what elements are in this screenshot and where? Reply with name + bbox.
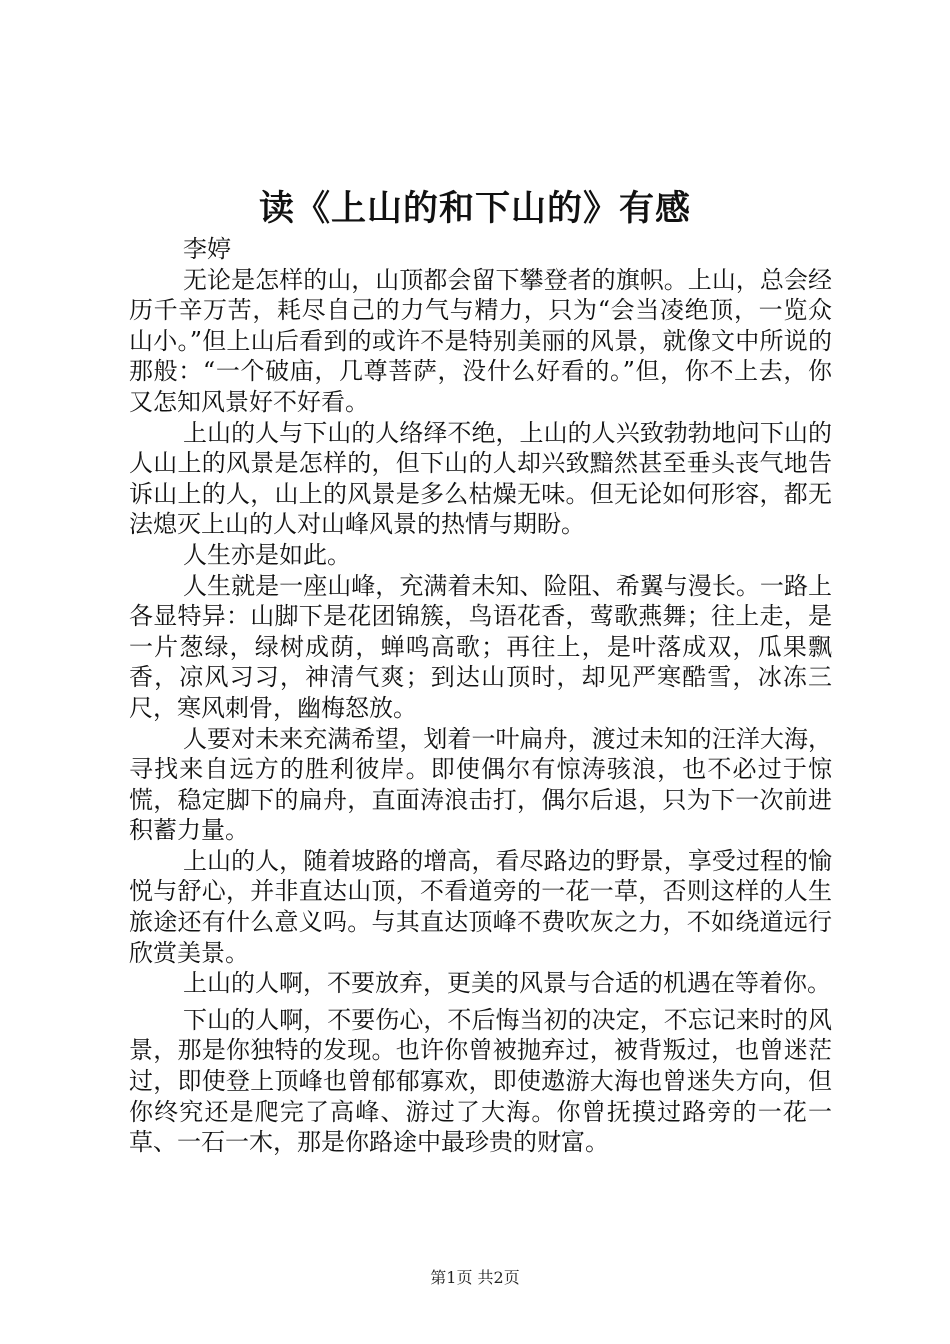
paragraph: 人生就是一座山峰，充满着未知、险阻、希翼与漫长。一路上各显特异：山脚下是花团锦簇，鸟语花香，莺歌燕舞；往上走，是一片葱绿，绿树成荫，蝉鸣高歌；再往上，是叶落成双，瓜果飘香，凉风习习，神清气爽；到达山顶时，却见严寒酷雪，冰冻三尺，寒风刺骨，幽梅怒放。 — [129, 571, 832, 722]
document-body — [129, 234, 832, 1158]
paragraph: 上山的人与下山的人络绎不绝，上山的人兴致勃勃地问下山的人山上的风景是怎样的，但下山的人却兴致黯然甚至垂头丧气地告诉山上的人，山上的风景是多么枯燥无味。但无论如何形容，都无法熄灭上山的人对山峰风景的热情与期盼。 — [129, 418, 832, 539]
paragraph: 上山的人啊，不要放弃，更美的风景与合适的机遇在等着你。 — [183, 969, 831, 998]
document-title: 读《上山的和下山的》有感 — [258, 188, 691, 229]
paragraph: 下山的人啊，不要伤心，不后悔当初的决定，不忘记来时的风景，那是你独特的发现。也许你曾被抛弃过，被背叛过，也曾迷茫过，即使登上顶峰也曾郁郁寡欢，即使遨游大海也曾迷失方向，但你终究还是爬完了高峰、游过了大海。你曾抚摸过路旁的一花一草、一石一木，那是你路途中最珍贵的财富。 — [129, 1005, 832, 1157]
paragraph: 人生亦是如此。 — [183, 540, 351, 569]
paragraph: 上山的人，随着坡路的增高，看尽路边的野景，享受过程的愉悦与舒心，并非直达山顶，不看道旁的一花一草，否则这样的人生旅途还有什么意义吗。与其直达顶峰不费吹灰之力，不如绕道远行欣赏美景。 — [129, 846, 832, 967]
page-number-footer: 第1页 共2页 — [430, 1268, 520, 1287]
author-line: 李婷 — [183, 235, 231, 263]
paragraph: 人要对未来充满希望，划着一叶扁舟，渡过未知的汪洋大海，寻找来自远方的胜利彼岸。即使偶尔有惊涛骇浪，也不必过于惊慌，稳定脚下的扁舟，直面涛浪击打，偶尔后退，只为下一次前进积蓄力量。 — [129, 724, 832, 845]
paragraph: 无论是怎样的山，山顶都会留下攀登者的旗帜。上山，总会经历千辛万苦，耗尽自己的力气与精力，只为“会当凌绝顶，一览众山小。”但上山后看到的或许不是特别美丽的风景，就像文中所说的那般：“一个破庙，几尊菩萨，没什么好看的。”但，你不上去，你又怎知风景好不好看。 — [129, 265, 832, 416]
